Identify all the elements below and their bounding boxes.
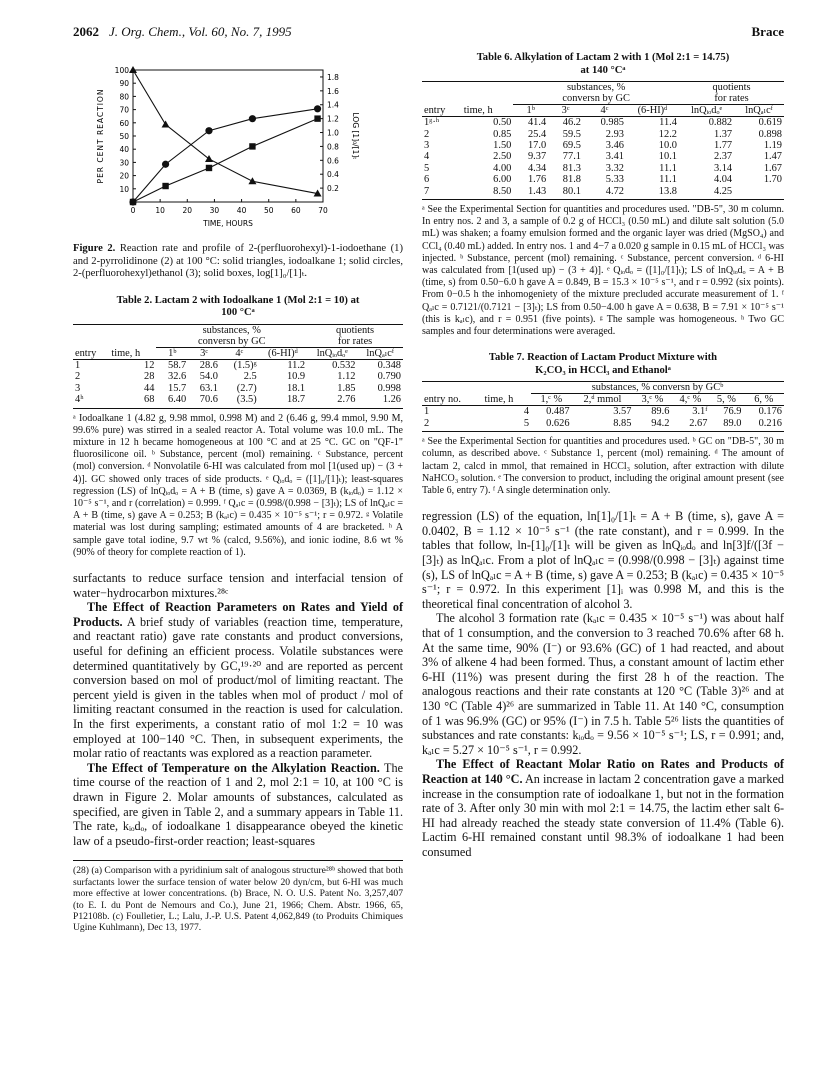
running-header-left: [73, 24, 292, 40]
x-tick-label: 20: [182, 206, 193, 215]
circle-point: [205, 127, 212, 134]
table-cell: 80.1: [548, 186, 583, 200]
table-cell: 3.41: [605, 151, 624, 163]
table-cell: 8.50: [462, 186, 514, 200]
table-2-title-line1: Table 2. Lactam 2 with Iodoalkane 1 (Mol 2:1 = 10) at: [116, 294, 360, 306]
table-cell: 4.34: [527, 162, 547, 174]
table-cell: 0.985: [600, 117, 624, 129]
table-cell: 1: [424, 406, 430, 418]
table-row: [73, 394, 403, 408]
table-6-group2: quotients: [712, 82, 751, 94]
table-cell: 94.2: [633, 418, 671, 432]
table-row: [73, 371, 403, 382]
x-axis-label: TIME, HOURS: [203, 219, 253, 228]
table-cell: 58.7: [168, 359, 187, 371]
table-cell: 1ᵍ·ʰ: [424, 117, 440, 129]
t6-col-header: (6-HI)ᵈ: [626, 105, 679, 117]
x-tick-label: 0: [130, 206, 136, 215]
circle-point: [162, 161, 169, 168]
table-cell: 10.1: [658, 151, 677, 163]
paragraph-text: A brief study of variables (reaction time, temperature, and reactant ratio) gave rate constants and product conversions, useful for defining an efficient process. Volatile substances were determined quantitatively by GC,¹⁹·²⁰ and are reported as percent conversion based on mol of product/mol of limiting reactant. The percent yield is given in the tables when mol of product / mol of limiting reactant consumed in the reaction is used for calculation. In the first experiments, a constant ratio of mol 1:2 = 10 was employed at 100−140 °C. Then, in subsequent experiments, the molar ratio of reactants was explored as a reaction parameter.: [73, 614, 403, 761]
t2-col-header: 1ᵇ: [156, 347, 188, 359]
table-row: [422, 117, 784, 129]
table-6-title: [422, 52, 784, 77]
table-cell: 18.7: [259, 394, 307, 408]
triangle-point: [162, 121, 170, 128]
paragraph-text: surfactants to reduce surface tension and interfacial tension of water−hydrocarbon mixtures.²⁸ᶜ: [73, 571, 403, 600]
table-cell: (1.5)ᵍ: [233, 359, 257, 371]
y-tick-label: 20: [119, 171, 129, 181]
table-cell: 44: [144, 382, 155, 394]
table-cell: 54.0: [199, 371, 218, 383]
y-tick-label: 10: [119, 184, 129, 194]
y2-tick-label: 0.8: [327, 142, 339, 152]
t2-col-header: lnQᵢₒdₒᵉ: [307, 347, 357, 359]
table-cell: 0.348: [377, 359, 401, 371]
table-cell: 2: [424, 128, 430, 140]
table-cell: 0.176: [758, 406, 782, 418]
table-cell: 1: [75, 359, 81, 371]
table-cell: 1.50: [493, 140, 512, 151]
table-cell: 81.8: [562, 174, 581, 186]
y2-tick-label: 1.8: [327, 72, 339, 82]
table-cell: 76.9: [723, 406, 742, 418]
table-cell: 12.2: [658, 128, 677, 140]
journal-citation: J. Org. Chem., Vol. 60, No. 7, 1995: [109, 24, 292, 39]
table-row: [73, 383, 403, 394]
table-cell: 15.7: [168, 382, 187, 394]
table-cell: [734, 186, 784, 200]
table-cell: 0.626: [531, 418, 571, 432]
left-column: [73, 52, 403, 934]
table-cell: 1.26: [357, 394, 403, 408]
y2-tick-label: 1.4: [327, 100, 339, 110]
triangle-point: [205, 155, 213, 162]
table-cell: 89.0: [709, 418, 743, 432]
table-row: [422, 151, 784, 162]
table-cell: 1.37: [713, 128, 733, 140]
y2-tick-label: 1.2: [327, 114, 339, 124]
table-cell: 0.532: [332, 359, 356, 371]
table-cell: 2: [422, 418, 483, 432]
y-tick-label: 70: [119, 105, 129, 115]
figure-2-label: Figure 2.: [73, 243, 116, 254]
table-cell: 70.6: [188, 394, 220, 408]
paragraph-text: regression (LS) of the equation, ln[1]₀/[1]ₜ = A + B (time, s), gave A = 0.0402, B = 1.12 × 10⁻⁵ s⁻¹ (the rate constant), and r = 0.999. In the tables that follow, ln-[1]₀/[1]ₜ will be given as lnQᵢₒdₒ and ln[3]f/([3f − [3]ₜ) as lnQₐₗc. From a plot of lnQₐₗc = (0.998/(0.998 − [3]ₜ) against time (s), LS of lnQₐₗc = A + B (time, s) gave A = 0.253; B (kₐₗc) = 0.435 × 10⁻⁵ s⁻¹; r = 0.972. In this experiment [1]ᵢ was 0.998 M, and this is the theoretical final concentration of alcohol 3.: [422, 509, 784, 611]
square-point: [130, 199, 136, 205]
table-cell: 6: [424, 174, 430, 186]
t7-col-header: 4,ᶜ %: [671, 394, 709, 406]
table-7: [422, 381, 784, 432]
section-heading: The Effect of Reaction Parameters on Rates and Yield of Products.: [73, 600, 403, 629]
body-paragraph: [422, 757, 784, 859]
table-row: [73, 359, 403, 371]
right-body-text: [422, 509, 784, 859]
table-cell: 3.14: [713, 162, 733, 174]
y-tick-label: 60: [119, 118, 129, 128]
table-row: [422, 163, 784, 174]
paragraph-text: An increase in lactam 2 concentration gave a marked increase in the consumption rate of iodoalkane 1, but not in the formation rate of 3. After only 30 min with mol 2:1 = 14.75, the lactim ether salt 6-HI had already reached the steady state conversion of 11.4% (Table 6). Lactim 6-HI remained constant until 98.3% of iodoalkane 1 had been consumed: [422, 771, 785, 859]
y-tick-label: 80: [119, 92, 129, 102]
table-cell: (3.5): [220, 394, 259, 408]
table-cell: 1.85: [337, 382, 356, 394]
table-row: [422, 174, 784, 185]
t6-col-header: 3ᶜ: [548, 105, 583, 117]
triangle-point: [248, 177, 256, 184]
table-cell: 8.85: [572, 418, 634, 432]
table-cell: 2.67: [671, 418, 709, 432]
table-cell: 10.0: [658, 140, 677, 151]
t7-col-header: entry no.: [422, 394, 483, 406]
y-tick-label: 50: [119, 132, 129, 141]
table-cell: 3.1ᶠ: [692, 406, 708, 418]
figure-2: [73, 52, 403, 237]
table-row: [422, 406, 784, 418]
table-cell: 0.85: [493, 128, 512, 140]
table-cell: 4: [523, 406, 530, 418]
table-6-footnote: ᵃ See the Experimental Section for quantities and procedures used. "DB-5", 30 m column. In entry nos. 2 and 3, a sample of 0.2 g of HCCl₃ (0.50 mL) and dilute salt solution (5.0 mL) was shaken; a foamy emulsion formed and the organic layer was dried (MgSO₄) and CCl₄ (0.40 mL) added. In entry nos. 1 and 4−7 a 0.020 g sample in 0.15 mL of HCCl₃ was injected. ᵇ Substance, percent (mol) remaining. ᶜ Substance, percent conversion. ᵈ 6-HI was calculated from [1(used up) − (3 + 4)]. ᵉ Qᵢₒdₒ = ([1]₀/[1]ₜ); LS of lnQᵢₒdₒ = A + B (time, s) from 0.50−6.0 h gave A = 0.849, B = 15.3 × 10⁻⁵ s⁻¹, and r = 0.992 (six points). From 0−0.5 h the inhomogeniety of the mixture precluded accurate measurement of 1. ᶠ Qₐₗc = 0.7121/(0.7121 − [3]ₜ); LS from 0.50−4.00 h gave A = 0.638, B = 7.91 × 10⁻⁵ s⁻¹ (this is kₐₗc), and r = 0.951 (five points). ᵍ The sample was homogeneous. ʰ Two GC samples and four determinations were averaged.: [422, 204, 784, 338]
table-cell: 0.487: [546, 406, 570, 418]
t2-col-header: 3ᶜ: [188, 347, 220, 359]
square-point: [249, 143, 255, 149]
table-7-title-line1: Table 7. Reaction of Lactam Product Mixture with: [488, 352, 718, 364]
table-cell: 2.93: [605, 128, 624, 140]
table-cell: 6.40: [156, 394, 188, 408]
table-6-group2b: for rates: [714, 93, 749, 105]
triangle-series-line: [133, 70, 318, 194]
y-tick-label: 90: [119, 79, 129, 89]
table-2-footnote: ᵃ Iodoalkane 1 (4.82 g, 9.98 mmol, 0.998 M) and 2 (6.46 g, 99.4 mmol, 9.90 M, 99.6% pure) was stirred in a sealed reactor A. Total volume was 10.0 mL. The mixture in 12 h became homogeneous at 100 °C and at 25 °C. GC on "QF-1" fluorosilicone oil. ᵇ Substance, percent (mol) remaining. ᶜ Substance, percent (mol) conversion. ᵈ Nonvolatile 6-HI was calculated from mol [1(used up) − (3 + 4)]. GC showed only traces of side products. ᵉ Qᵢₒdₒ = ([1]₀/[1]ₜ); least-squares regression (LS) of lnQᵢₒdₒ = A + B (time, s) gave A = 0.0369, B (kᵢₒdₒ) = 1.12 × 10⁻⁵ s⁻¹, and r (correlation) = 0.999. ᶠ Qₐₗc = (0.998/(0.998 − [3]ₜ); LS of lnQₐₗc = A + B (time, s) gave A = 0.253; B (kₐₗc) = 0.435 × 10⁻⁵ s⁻¹; r = 0.972. ᵍ Volatile material was lost during sampling; estimated amounts of 4 are bracketed. ʰ A sample gave total iodine, 9.7 wt % (calcd, 9.56%), and ionic iodine, 8.6 wt % (90% of theory for complete reaction of 1).: [73, 412, 403, 558]
table-cell: 4.25: [679, 186, 734, 200]
table-cell: 7: [422, 186, 462, 200]
table-cell: 0.882: [708, 117, 733, 129]
t7-col-header: 2,ᵈ mmol: [572, 394, 634, 406]
square-point: [314, 115, 320, 121]
table-cell: 4ʰ: [73, 394, 109, 408]
t2-col-header: entry: [73, 347, 109, 359]
table-2-group1b: conversn by GC: [198, 335, 266, 347]
t7-col-header: 3,ᶜ %: [633, 394, 671, 406]
t2-col-header: time, h: [109, 347, 156, 359]
y2-tick-label: 1.6: [327, 86, 339, 96]
square-point: [206, 165, 212, 171]
running-header-author: Brace: [751, 24, 784, 39]
table-cell: 2.76: [307, 394, 357, 408]
t6-col-header: lnQᵢₒdₒᵉ: [679, 105, 734, 117]
table-cell: 59.5: [562, 128, 581, 140]
table-2-group2b: for rates: [337, 335, 373, 347]
t2-col-header: 4ᶜ: [220, 347, 259, 359]
table-cell: 11.1: [659, 162, 677, 174]
table-cell: 0.998: [377, 382, 401, 394]
table-6-group1: substances, %: [567, 82, 626, 94]
figure-2-caption-text: Reaction rate and profile of 2-(perfluorohexyl)-1-iodoethane (1) and 2-pyrrolidinone (2) at 100 °C: solid triangles, iodoalkane 1; solid circles, 2-(perfluorohexyl)ethanol (3); solid boxes, log[1]₀/[1]ₜ.: [73, 243, 403, 280]
body-paragraph: [73, 571, 403, 600]
table-cell: 2.5: [243, 371, 257, 383]
t7-col-header: 1,ᶜ %: [531, 394, 571, 406]
table-cell: 69.5: [562, 140, 581, 151]
t6-col-header: 4ᶜ: [583, 105, 626, 117]
table-7-title: [422, 352, 784, 377]
table-cell: 2.37: [713, 151, 733, 163]
table-cell: 9.37: [527, 151, 547, 163]
table-cell: 1.76: [527, 174, 547, 186]
square-series-line: [133, 119, 318, 202]
table-cell: 4.72: [583, 186, 626, 200]
figure-2-chart: [73, 52, 403, 237]
table-cell: 0.790: [377, 371, 401, 383]
table-cell: 4: [424, 151, 430, 163]
table-cell: 32.6: [168, 371, 187, 383]
table-cell: 25.4: [527, 128, 547, 140]
table-cell: (2.7): [236, 382, 257, 394]
circle-point: [249, 115, 256, 122]
table-cell: 1.12: [337, 371, 356, 383]
table-row: [422, 140, 784, 151]
table-cell: 11.4: [659, 117, 677, 129]
paragraph-text: The alcohol 3 formation rate (kₐₗc = 0.435 × 10⁻⁵ s⁻¹) was about half that of 1 consumption, and the conversion to 3 reached 70.6% after 68 h. At the same time, 90% (I⁻) or 93.6% (GC) of 1 had reacted, and about 3% of alkene 4 had been formed. Thus, a constant amount of lactim ether 6-HI (11%) was present during the first 28 h of the reaction. The analogous reactions and their rate constants at 120 °C (Table 3)²⁶ and at 130 °C (Table 4)²⁶ are summarized in Table 11. At 140 °C, consumption of 1 was 96.9% (GC) or 95% (I⁻) in 7.5 h. Table 5²⁶ lists the quantities of substances and rate constants: kᵢₒdₒ = 9.56 × 10⁻⁵ s⁻¹; LS, r = 0.991; and, kₐₗc = 5.27 × 10⁻⁵ s⁻¹, r = 0.992.: [422, 611, 784, 757]
table-cell: 2.50: [493, 151, 512, 163]
table-7-group1: substances, % conversn by GCᵇ: [531, 382, 784, 394]
table-row: [422, 418, 784, 432]
table-2-title-line2: 100 °Cᵃ: [221, 307, 255, 319]
table-row: [422, 186, 784, 200]
table-cell: 3: [75, 382, 81, 394]
left-body-text: [73, 571, 403, 848]
table-cell: 3.46: [605, 140, 624, 151]
page-number: 2062: [73, 24, 99, 39]
body-paragraph: [422, 509, 784, 611]
table-cell: 4.00: [493, 162, 512, 174]
y-tick-label: 40: [119, 145, 129, 155]
table-6-title-line1: Table 6. Alkylation of Lactam 2 with 1 (Mol 2:1 = 14.75): [476, 52, 730, 63]
table-cell: 1.43: [513, 186, 548, 200]
y2-tick-label: 1.0: [327, 128, 339, 138]
y-axis-label: PER CENT REACTION: [96, 88, 105, 184]
paragraph-text: The time course of the reaction of 1 and 2, mol 2:1 = 10, at 100 °C is drawn in Figure 2. Molar amounts of substances, calculated as specified, are given in Table 2, and a summary appears in Table 11. The rate, kᵢₒdₒ, of iodoalkane 1 disappearance obeyed the kinetic law of a pseudo-first-order reaction; least-squares: [73, 760, 404, 848]
table-cell: 41.4: [527, 117, 547, 129]
table-7-footnote: ᵃ See the Experimental Section for quantities and procedures used. ᵇ GC on "DB-5", 30 m column, as described above. ᶜ Substance 1, percent (mol) remaining. ᵈ The amount of lactam 2, calcd in mmol, that remained in HCCl₃ solution, after extraction with dilute NaHCO₃ solution. ᵉ The conversion to product, including the original amount present (see Table 6, entry 7). ᶠ A single determination only.: [422, 436, 784, 497]
t6-col-header: lnQₐₗcᶠ: [734, 105, 784, 117]
table-cell: 28: [144, 371, 155, 383]
table-cell: 12: [144, 359, 155, 371]
table-cell: 68: [109, 394, 156, 408]
table-cell: 13.8: [626, 186, 679, 200]
t2-col-header: (6-HI)ᵈ: [259, 347, 307, 359]
x-tick-label: 60: [291, 206, 301, 215]
table-2: [73, 324, 403, 409]
x-tick-label: 10: [155, 206, 165, 215]
x-tick-label: 40: [236, 206, 247, 215]
table-cell: 0.216: [743, 418, 784, 432]
body-paragraph: [73, 761, 403, 849]
table-cell: 11.1: [659, 174, 677, 186]
square-point: [162, 183, 168, 189]
table-cell: 1.19: [763, 140, 782, 151]
table-cell: 3: [424, 140, 430, 151]
table-cell: 0.50: [493, 117, 512, 129]
table-2-title: [73, 295, 403, 320]
table-2-group2: quotients: [336, 324, 375, 336]
body-paragraph: [73, 600, 403, 761]
table-row: [422, 129, 784, 140]
x-tick-label: 30: [209, 206, 220, 215]
table-cell: 6.00: [493, 174, 512, 186]
section-heading: The Effect of Temperature on the Alkylation Reaction.: [87, 760, 380, 775]
table-2-group1: substances, %: [202, 324, 261, 336]
right-column: [422, 52, 784, 860]
table-cell: 63.1: [199, 382, 218, 394]
t2-col-header: lnQₐₗcᶠ: [357, 347, 403, 359]
y2-axis-label: LOG [1]₀/[1]ₜ: [351, 112, 360, 160]
table-cell: 10.9: [286, 371, 306, 383]
table-cell: 1.67: [763, 162, 782, 174]
table-cell: 11.2: [287, 359, 306, 371]
table-cell: 5: [483, 418, 532, 432]
circle-point: [314, 105, 321, 112]
y2-tick-label: 0.4: [327, 170, 339, 180]
table-cell: 81.3: [562, 162, 581, 174]
t7-col-header: 5, %: [709, 394, 743, 406]
table-cell: 77.1: [562, 151, 581, 163]
table-cell: 17.0: [527, 140, 547, 151]
table-cell: 18.1: [286, 382, 306, 394]
t7-col-header: time, h: [483, 394, 532, 406]
table-cell: 0.898: [758, 128, 782, 140]
y-tick-label: 100: [114, 66, 129, 75]
table-cell: 5.33: [605, 174, 624, 186]
figure-2-caption: [73, 243, 403, 281]
table-6: [422, 81, 784, 200]
table-cell: 46.2: [562, 117, 581, 129]
y-tick-label: 30: [119, 158, 129, 168]
table-cell: 1.77: [713, 140, 733, 151]
t7-col-header: 6, %: [743, 394, 784, 406]
table-cell: 3.32: [605, 162, 624, 174]
reference-28: (28) (a) Comparison with a pyridinium salt of analogous structure²⁸ᵇ showed that both surfactants lower the surface tension of water below 20 dyn/cm, but 6-HI was much more effective at lower concentrations. (b) Brace, N. O. U.S. Patent No. 3,257,407 (to E. I. du Pont de Nemours and Co.), June 21, 1966; Chem. Abstr. 1966, 65, P12108b. (c) Foulletier, L.; Lalu, J.-P. U.S. Patent 4,062,849 (to Produits Chimiques Ugine Kuhlmann), Dec 13, 1977.: [73, 860, 403, 933]
y2-tick-label: 0.2: [327, 184, 339, 194]
body-paragraph: [422, 611, 784, 757]
table-cell: 0.619: [758, 117, 782, 129]
t6-col-header: entry: [422, 105, 462, 117]
table-cell: 28.6: [199, 359, 218, 371]
table-cell: 5: [424, 162, 430, 174]
table-cell: 3.57: [613, 406, 632, 418]
x-tick-label: 70: [318, 206, 328, 215]
t6-col-header: 1ᵇ: [513, 105, 548, 117]
t6-col-header: time, h: [462, 105, 514, 117]
table-cell: 4.04: [713, 174, 733, 186]
table-cell: 89.6: [651, 406, 670, 418]
section-heading: The Effect of Reactant Molar Ratio on Rates and Products of Reaction at 140 °C.: [422, 757, 784, 786]
table-6-group1b: conversn by GC: [562, 93, 630, 105]
y2-tick-label: 0.6: [327, 156, 339, 166]
table-cell: 2: [75, 371, 81, 383]
x-tick-label: 50: [263, 206, 274, 215]
table-6-title-line2: at 140 °Cᵃ: [580, 64, 626, 76]
plot-frame: [133, 70, 323, 202]
table-7-title-line2: K₂CO₃ in HCCl₃ and Ethanolᵃ: [535, 364, 671, 376]
table-cell: 1.47: [763, 151, 782, 163]
table-cell: 1.70: [763, 174, 782, 186]
